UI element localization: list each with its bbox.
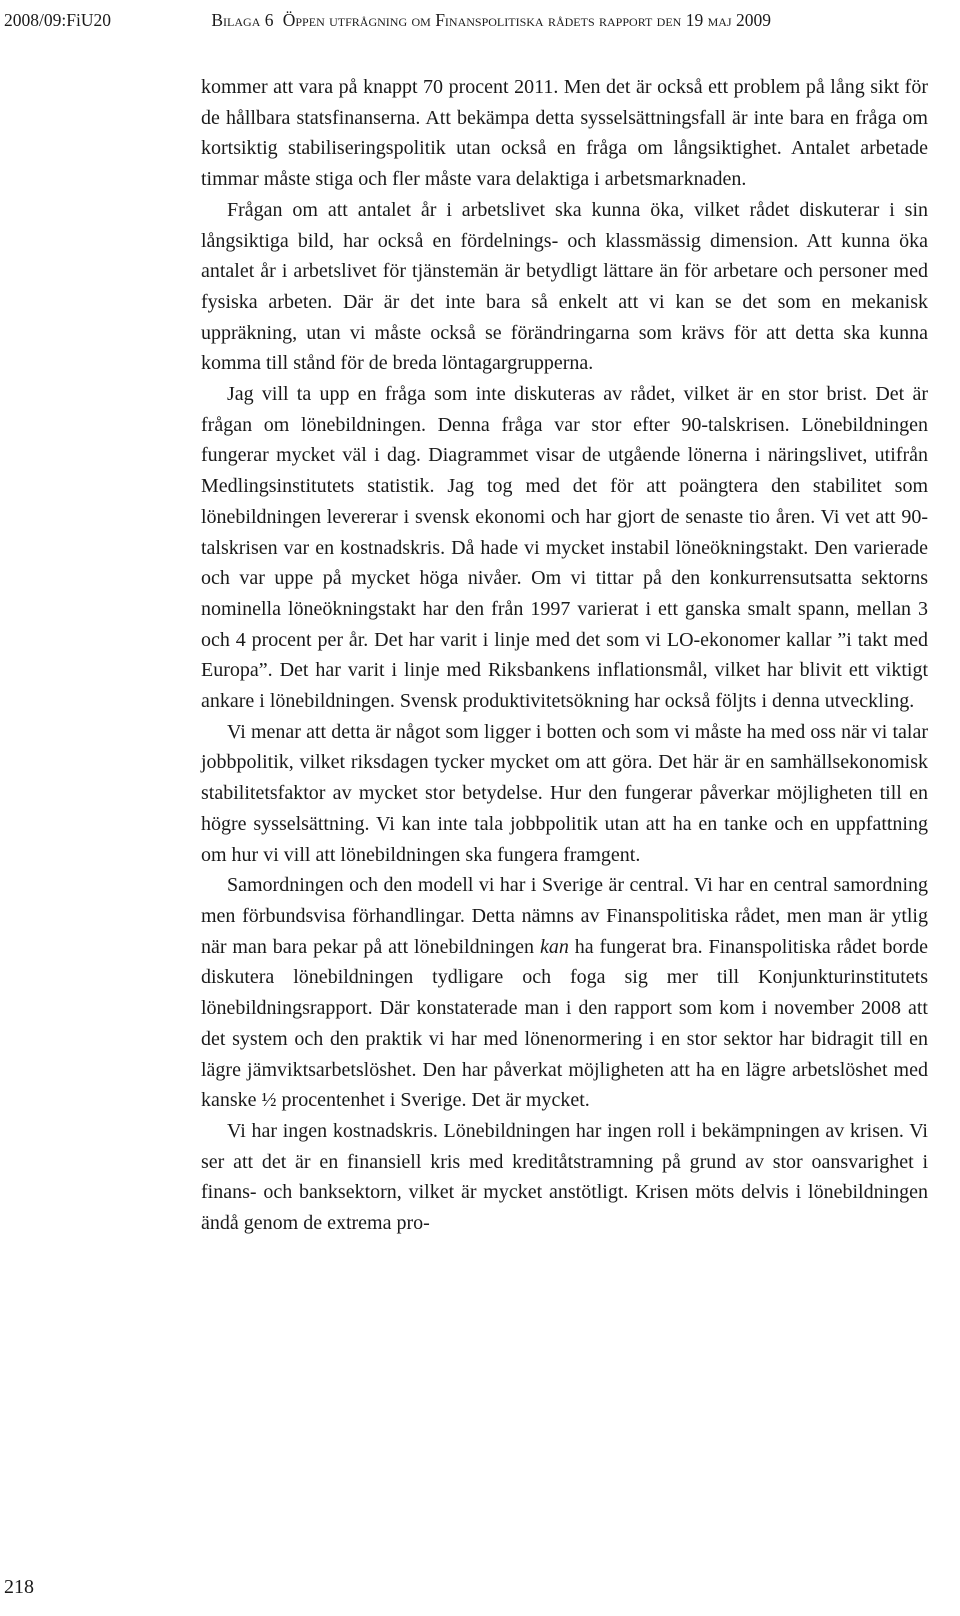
page-number: 218 [4, 1576, 34, 1598]
paragraph-continuation: kommer att vara på knappt 70 procent 2011. Men det är också ett problem på lång sikt för de hållbara statsfinanserna. Att bekämpa detta sysselsättningsfall är inte bara en fråga om kortsiktig stabiliseringspolitik utan också en fråga om långsiktighet. Antalet arbetade timmar måste stiga och fler måste vara delaktiga i arbetsmarknaden. [201, 76, 928, 191]
running-title: Öppen utfrågning om Finanspolitiska rådets rapport den 19 maj 2009 [282, 10, 771, 30]
paragraph-text: Samordningen och den modell vi har i Sverige är central. Vi har en central samordning men förbundsvisa förhandlingar. Detta nämns av Finanspolitiska rådet, men man är ytlig när man bara pekar på att lönebildningen [201, 874, 928, 958]
running-header [4, 6, 940, 34]
paragraph: Vi menar att detta är något som ligger i botten och som vi måste ha med oss när vi talar jobbpolitik, vilket riksdagen tycker mycket om att göra. Det här är en samhällsekonomisk stabilitetsfaktor av mycket stor betydelse. Hur den fungerar påverkar möjligheten till en högre sysselsättning. Vi kan inte tala jobbpolitik utan att ha en tanke och en uppfattning om hur vi vill att lönebildningen ska fungera framgent. [201, 720, 928, 866]
paragraph: Vi har ingen kostnadskris. Lönebildningen har ingen roll i bekämpningen av krisen. Vi ser att det är en finansiell kris med kreditåtstramning på grund av stor oansvarighet i finans- och banksektorn, vilket är mycket anstötligt. Krisen möts delvis i lönebildningen ändå genom de extrema pro- [201, 1119, 928, 1235]
document-code: 2008/09:FiU20 [4, 10, 111, 30]
paragraph-text: ha fungerat bra. Finanspolitiska rådet borde diskutera lönebildningen tydligare och foga sig mer till Konjunkturinstitutets lönebildningsrapport. Där konstaterade man i den rapport som kom i november 2008 att det system och den praktik vi har med lönenormering i en stor sektor har bidragit till en lägre jämviktsarbetslöshet. Den har påverkat möjligheten att ha en lägre arbetslöshet med kanske ½ procentenhet i Sverige. Det är mycket. [201, 935, 928, 1112]
paragraph: Frågan om att antalet år i arbetslivet ska kunna öka, vilket rådet diskuterar i sin långsiktiga bild, har också en fördelnings- och klassmässig dimension. Att kunna öka antalet år i arbetslivet för tjänstemän är betydligt lättare än för arbetare och personer med fysiska arbeten. Där är det inte bara så enkelt att vi kan se det som en mekanisk uppräkning, utan vi måste också se förändringarna som krävs för att detta ska kunna komma till stånd för de breda löntagargrupperna. [201, 198, 928, 375]
appendix-label: Bilaga 6 [211, 10, 274, 30]
body-text [201, 72, 928, 1239]
paragraph [201, 870, 928, 1116]
emphasized-word: kan [539, 935, 569, 958]
paragraph: Jag vill ta upp en fråga som inte diskuteras av rådet, vilket är en stor brist. Det är frågan om lönebildningen. Denna fråga var stor efter 90-talskrisen. Lönebildningen fungerar mycket väl i dag. Diagrammet visar de utgående lönerna i näringslivet, utifrån Medlingsinstitutets statistik. Jag tog med det för att poängtera den stabilitet som lönebildningen levererar i svensk ekonomi och har gjort de senaste tio åren. Vi vet att 90-talskrisen var en kostnadskris. Då hade vi mycket instabil löneökningstakt. Den varierade och var uppe på mycket höga nivåer. Om vi tittar på den konkurrensutsatta sektorns nominella löneökningstakt har den från 1997 varierat i ett ganska smalt spann, mellan 3 och 4 procent per år. Det har varit i linje med det som vi LO-ekonomer kallar ”i takt med Europa”. Det har varit i linje med Riksbankens inflationsmål, vilket har blivit ett viktigt ankare i lönebildningen. Svensk produktivitetsökning har också följts i denna utveckling. [201, 383, 928, 713]
